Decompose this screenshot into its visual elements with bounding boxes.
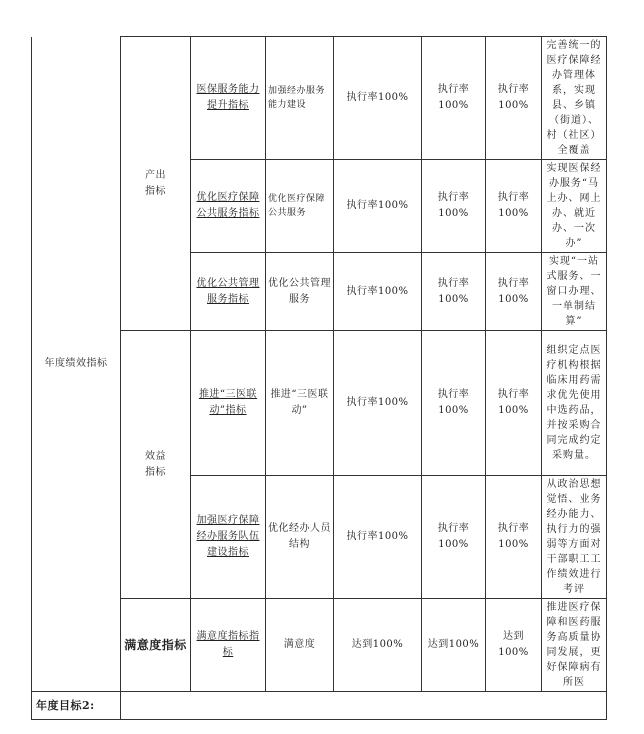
value-cell: 执行率100% bbox=[422, 37, 486, 160]
target-cell: 执行率100% bbox=[334, 160, 422, 253]
output-label-line2: 指标 bbox=[145, 185, 166, 197]
value-cell: 执行率100% bbox=[422, 476, 486, 599]
content-cell: 优化公共管理服务 bbox=[266, 253, 334, 331]
actual-cell: 执行率100% bbox=[486, 160, 542, 253]
value-cell: 执行率100% bbox=[422, 253, 486, 331]
performance-indicator-table bbox=[31, 36, 607, 720]
content-cell: 推进“三医联动” bbox=[266, 331, 334, 476]
target-cell: 执行率100% bbox=[334, 37, 422, 160]
content-cell: 加强经办服务能力建设 bbox=[266, 37, 334, 160]
indicator-cell: 加强医疗保障经办服务队伍建设指标 bbox=[191, 476, 266, 599]
annual-goal-value bbox=[121, 692, 607, 720]
actual-cell: 执行率100% bbox=[486, 37, 542, 160]
target-cell: 执行率100% bbox=[334, 476, 422, 599]
actual-cell: 执行率100% bbox=[486, 476, 542, 599]
description-cell: 推进医疗保障和医药服务高质量协同发展，更好保障病有所医 bbox=[542, 599, 607, 692]
actual-cell: 执行率100% bbox=[486, 331, 542, 476]
content-cell: 优化经办人员结构 bbox=[266, 476, 334, 599]
target-cell: 执行率100% bbox=[334, 331, 422, 476]
benefit-label-line1: 效益 bbox=[145, 450, 166, 462]
indicator-cell: 推进“三医联动”指标 bbox=[191, 331, 266, 476]
description-cell: 完善统一的医疗保障经办管理体系，实现县、乡镇（街道）、村（社区）全覆盖 bbox=[542, 37, 607, 160]
indicator-cell: 优化医疗保障公共服务指标 bbox=[191, 160, 266, 253]
annual-goal-label: 年度目标2: bbox=[32, 692, 121, 720]
indicator-cell: 优化公共管理服务指标 bbox=[191, 253, 266, 331]
value-cell: 执行率100% bbox=[422, 160, 486, 253]
benefit-indicator-group bbox=[121, 331, 191, 599]
target-cell: 达到100% bbox=[334, 599, 422, 692]
target-cell: 执行率100% bbox=[334, 253, 422, 331]
benefit-label-line2: 指标 bbox=[145, 466, 166, 478]
content-cell: 优化医疗保障公共服务 bbox=[266, 160, 334, 253]
indicator-cell: 医保服务能力提升指标 bbox=[191, 37, 266, 160]
description-cell: 实现医保经办服务“马上办、网上办、就近办、一次办” bbox=[542, 160, 607, 253]
value-cell: 达到100% bbox=[422, 599, 486, 692]
description-cell: 组织定点医疗机构根据临床用药需求优先使用中选药品，并按采购合同完成约定采购量。 bbox=[542, 331, 607, 476]
actual-cell: 执行率100% bbox=[486, 253, 542, 331]
description-cell: 从政治思想觉悟、业务经办能力、执行力的强弱等方面对干部职工工作绩效进行考评 bbox=[542, 476, 607, 599]
content-cell: 满意度 bbox=[266, 599, 334, 692]
value-cell: 执行率100% bbox=[422, 331, 486, 476]
actual-cell: 达到100% bbox=[486, 599, 542, 692]
output-label-line1: 产出 bbox=[145, 169, 166, 181]
satisfaction-indicator-group: 满意度指标 bbox=[121, 599, 191, 692]
output-indicator-group bbox=[121, 37, 191, 331]
indicator-cell: 满意度指标指标 bbox=[191, 599, 266, 692]
description-cell: 实现“一站式服务、一窗口办理、一单制结算” bbox=[542, 253, 607, 331]
annual-indicator-label: 年度绩效指标 bbox=[32, 37, 121, 692]
